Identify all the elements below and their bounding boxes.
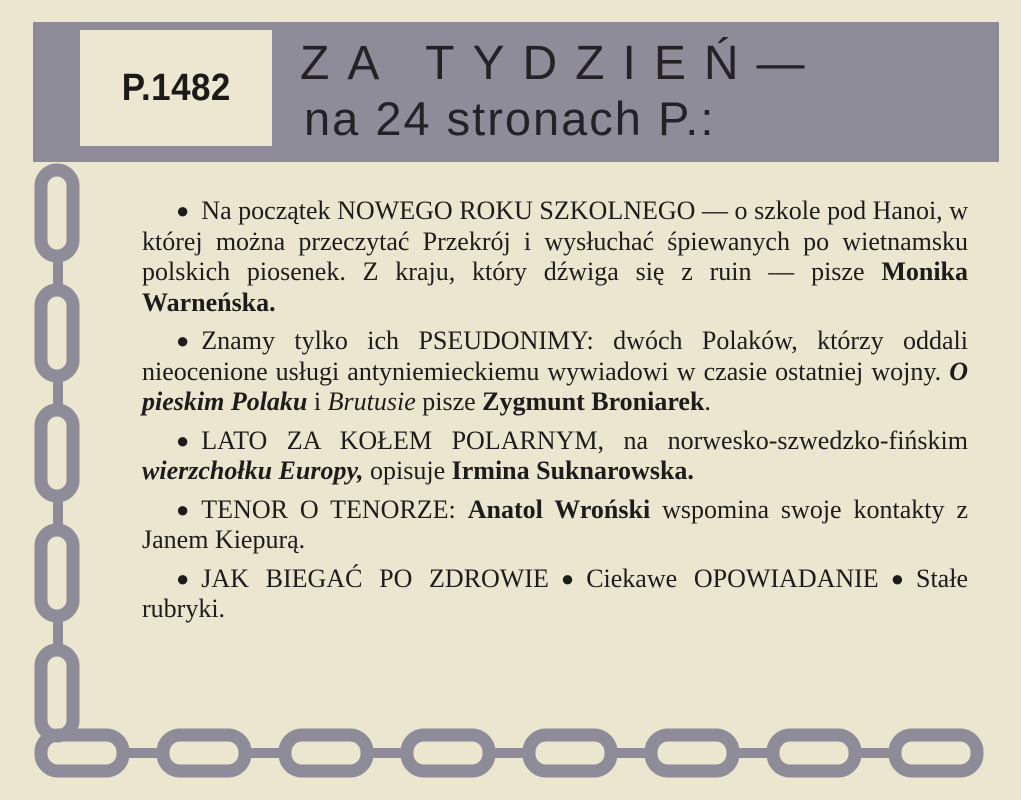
teaser-text: wspomina swoje kontakty z Janem Kiepurą. [142,494,968,554]
issue-number: P.1482 [121,66,231,109]
author-name: Irmina Suknarowska. [451,456,694,485]
teaser-text: Na początek NOWEGO ROKU SZKOLNEGO — o szkole pod Hanoi, w której można przeczytać Przekrój i wysłuchać śpiewanych po wietnamsku polskich piosenek. Z kraju, który dźwiga się z ruin — pisze [142,196,968,286]
teaser-polar-summer [142,426,968,487]
bullet-icon: ● [890,565,904,591]
chain-border-left [33,162,85,762]
author-name: Monika Warneńska. [142,257,968,317]
story-title: wierzchołku Europy, [142,456,364,485]
teaser-text: opisuje [363,456,452,485]
chain-border-bottom [33,725,999,781]
bullet-icon: ● [176,427,190,453]
bullet-icon: ● [560,565,575,591]
story-title: Brutusie [327,387,416,416]
teaser-text: Ciekawe OPOWIADANIE [586,563,879,593]
article-teasers [142,196,968,633]
bullet-icon: ● [176,565,190,591]
teaser-school-year [142,196,968,318]
issue-label-box [80,30,272,146]
teaser-misc [142,564,968,625]
author-name: Zygmunt Broniarek [482,387,705,416]
teaser-text: Znamy tylko ich PSEUDONIMY: dwóch Polaków, którzy oddali nieocenione usługi antyniemieckiemu wywiadowi w czasie ostatniej wojny. [142,326,968,386]
story-title: O pieskim Polaku [142,356,968,416]
teaser-text: i [307,387,328,416]
bullet-icon: ● [176,496,190,522]
teaser-text: TENOR O TENORZE: [201,494,468,524]
headline-line2: na 24 stronach P.: [304,92,716,145]
teaser-text: . [704,387,711,416]
teaser-text: LATO ZA KOŁEM POLARNYM, na norwesko-szwedzko-fińskim [201,425,968,455]
teaser-text: Stałe rubryki. [142,563,968,623]
headline-line1: ZA TYDZIEŃ— [300,37,823,90]
bullet-icon: ● [176,198,190,223]
teaser-text: pisze [415,387,483,416]
author-name: Anatol Wroński [467,494,651,524]
teaser-tenor [142,495,968,556]
teaser-text: JAK BIEGAĆ PO ZDROWIE [201,563,549,593]
bullet-icon: ● [176,328,190,353]
teaser-pseudonyms [142,326,968,418]
